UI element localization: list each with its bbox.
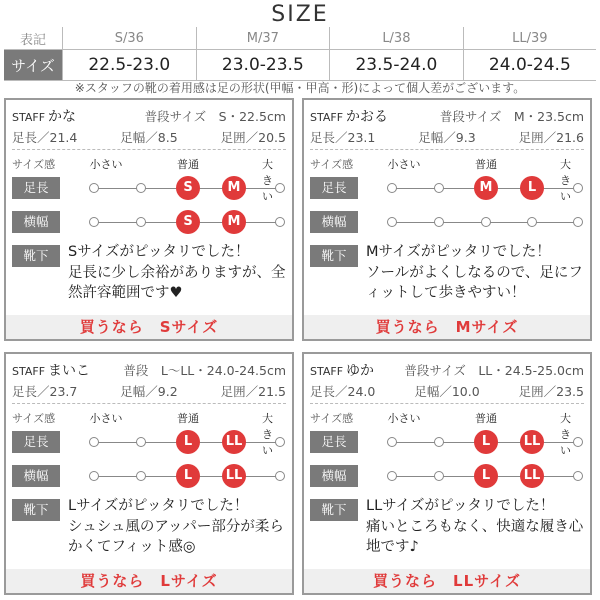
staff-review-card: [302, 352, 592, 595]
foot-length: 足長／23.1: [310, 130, 376, 145]
staff-label: STAFF: [310, 365, 344, 378]
scale-dot: [387, 471, 397, 481]
scale-dot: [136, 437, 146, 447]
size-value-m: 23.0-23.5: [196, 50, 330, 81]
foot-width: 足幅／10.0: [414, 384, 480, 399]
usual-size: 普段サイズ M・23.5cm: [439, 109, 584, 124]
scale-dot: [89, 471, 99, 481]
row-length: [12, 431, 286, 453]
size-value-ll: 24.0-24.5: [463, 50, 596, 81]
fit-note: ※スタッフの靴の着用感は足の形状(甲幅・甲高・形)によって個人差がございます。: [74, 81, 526, 95]
row-width-label: 横幅: [310, 211, 358, 233]
foot-width: 足幅／8.5: [120, 130, 178, 145]
size-marker: LL: [520, 430, 544, 454]
scale-dot: [89, 437, 99, 447]
row-width-label: 横幅: [310, 465, 358, 487]
foot-girth: 足囲／23.5: [518, 384, 584, 399]
size-table-row-label: サイズ: [4, 50, 63, 81]
review-comment: [68, 242, 288, 304]
foot-girth: 足囲／21.6: [518, 130, 584, 145]
staff-review-card: [4, 98, 294, 341]
size-header-s: S/36: [63, 27, 197, 50]
scale-dot: [481, 217, 491, 227]
recommended-size: 買うなら Mサイズ: [304, 315, 590, 339]
size-marker: M: [222, 210, 246, 234]
row-shoe-label: 靴下: [12, 245, 60, 267]
comment-line-1: LLサイズがピッタリでした！: [366, 498, 555, 514]
size-table-label-header: 表記: [4, 27, 63, 50]
scale-dot: [275, 183, 285, 193]
card-header: [12, 106, 286, 126]
row-length-label: 足長: [310, 177, 358, 199]
row-shoe-label: 靴下: [12, 499, 60, 521]
measurements: [12, 128, 286, 146]
comment-line-2: 足長に少し余裕がありますが、全然許容範囲です♥: [68, 264, 286, 301]
row-width: [310, 465, 584, 487]
scale-dot: [136, 217, 146, 227]
scale-dot: [275, 217, 285, 227]
measurements: [310, 382, 584, 400]
row-width: [12, 211, 286, 233]
staff-name: かな: [48, 109, 77, 125]
foot-width: 足幅／9.2: [120, 384, 178, 399]
row-width-label: 横幅: [12, 211, 60, 233]
size-marker: M: [222, 176, 246, 200]
size-marker: L: [474, 464, 498, 488]
size-marker: LL: [520, 464, 544, 488]
size-marker: S: [176, 176, 200, 200]
review-comment: [366, 242, 586, 304]
size-header-l: L/38: [330, 27, 464, 50]
staff-review-card: [302, 98, 592, 341]
scale-dot: [434, 217, 444, 227]
scale-large: 大きい: [560, 412, 571, 457]
scale-dot: [573, 437, 583, 447]
scale-dot: [573, 471, 583, 481]
scale-normal: 普通: [475, 158, 497, 171]
row-length: [310, 177, 584, 199]
scale-dot: [434, 183, 444, 193]
size-marker: L: [176, 430, 200, 454]
row-width-label: 横幅: [12, 465, 60, 487]
usual-size: 普段サイズ LL・24.5-25.0cm: [404, 363, 584, 378]
card-header: [310, 360, 584, 380]
scale-dot: [527, 217, 537, 227]
row-length-label: 足長: [12, 431, 60, 453]
review-comment: [366, 496, 586, 558]
size-table: [4, 27, 596, 81]
row-shoe-label: 靴下: [310, 499, 358, 521]
scale-large: 大きい: [560, 158, 571, 203]
review-comment: [68, 496, 288, 558]
scale-dot: [387, 183, 397, 193]
row-length: [12, 177, 286, 199]
scale-dot: [89, 217, 99, 227]
foot-girth: 足囲／21.5: [220, 384, 286, 399]
scale-label: サイズ感: [12, 158, 56, 171]
divider: [310, 403, 584, 404]
staff-name: まいこ: [48, 363, 91, 379]
scale-dot: [387, 217, 397, 227]
scale-dot: [275, 437, 285, 447]
size-marker: L: [474, 430, 498, 454]
staff-review-card: [4, 352, 294, 595]
card-header: [12, 360, 286, 380]
foot-length: 足長／24.0: [310, 384, 376, 399]
measurements: [310, 128, 584, 146]
foot-length: 足長／21.4: [12, 130, 78, 145]
comment-line-2: ソールがよくしなるので、足にフィットして歩きやすい！: [366, 264, 583, 301]
foot-girth: 足囲／20.5: [220, 130, 286, 145]
row-width: [12, 465, 286, 487]
recommended-size: 買うなら LLサイズ: [304, 569, 590, 593]
size-header-m: M/37: [196, 27, 330, 50]
foot-width: 足幅／9.3: [418, 130, 476, 145]
usual-size: 普段サイズ S・22.5cm: [144, 109, 286, 124]
scale-small: 小さい: [387, 412, 421, 425]
usual-size: 普段 L〜LL・24.0-24.5cm: [123, 363, 286, 378]
size-marker: L: [520, 176, 544, 200]
comment-line-2: シュシュ風のアッパー部分が柔らかくてフィット感◎: [68, 518, 284, 555]
scale-large: 大きい: [262, 158, 273, 203]
size-value-l: 23.5-24.0: [330, 50, 464, 81]
scale-large: 大きい: [262, 412, 273, 457]
staff-label: STAFF: [310, 111, 344, 124]
scale-normal: 普通: [177, 158, 199, 171]
divider: [310, 149, 584, 150]
row-shoe-label: 靴下: [310, 245, 358, 267]
size-marker: M: [474, 176, 498, 200]
page-title: SIZE: [271, 2, 329, 27]
foot-length: 足長／23.7: [12, 384, 78, 399]
scale-dot: [573, 217, 583, 227]
card-header: [310, 106, 584, 126]
comment-line-2: 痛いところもなく、快適な履き心地です♪: [366, 518, 584, 555]
divider: [12, 149, 286, 150]
staff-name: かおる: [346, 109, 389, 125]
row-width: [310, 211, 584, 233]
scale-normal: 普通: [475, 412, 497, 425]
row-length-label: 足長: [12, 177, 60, 199]
size-value-s: 22.5-23.0: [63, 50, 197, 81]
scale-label: サイズ感: [12, 412, 56, 425]
measurements: [12, 382, 286, 400]
size-marker: LL: [222, 464, 246, 488]
scale-dot: [136, 471, 146, 481]
scale-dot: [136, 183, 146, 193]
size-marker: S: [176, 210, 200, 234]
comment-line-1: Lサイズがピッタリでした！: [68, 498, 249, 514]
scale-dot: [434, 437, 444, 447]
size-header-ll: LL/39: [512, 30, 548, 46]
scale-dot: [434, 471, 444, 481]
divider: [12, 403, 286, 404]
scale-small: 小さい: [89, 412, 123, 425]
comment-line-1: Sサイズがピッタリでした！: [68, 244, 250, 260]
staff-label: STAFF: [12, 365, 46, 378]
scale-dot: [387, 437, 397, 447]
scale-label: サイズ感: [310, 158, 354, 171]
recommended-size: 買うなら Lサイズ: [6, 569, 292, 593]
row-length: [310, 431, 584, 453]
scale-dot: [89, 183, 99, 193]
scale-dot: [573, 183, 583, 193]
row-length-label: 足長: [310, 431, 358, 453]
scale-label: サイズ感: [310, 412, 354, 425]
recommended-size: 買うなら Sサイズ: [6, 315, 292, 339]
size-marker: L: [176, 464, 200, 488]
staff-name: ゆか: [346, 363, 375, 379]
scale-dot: [275, 471, 285, 481]
scale-small: 小さい: [387, 158, 421, 171]
comment-line-1: Mサイズがピッタリでした！: [366, 244, 551, 260]
scale-normal: 普通: [177, 412, 199, 425]
scale-small: 小さい: [89, 158, 123, 171]
size-marker: LL: [222, 430, 246, 454]
staff-label: STAFF: [12, 111, 46, 124]
